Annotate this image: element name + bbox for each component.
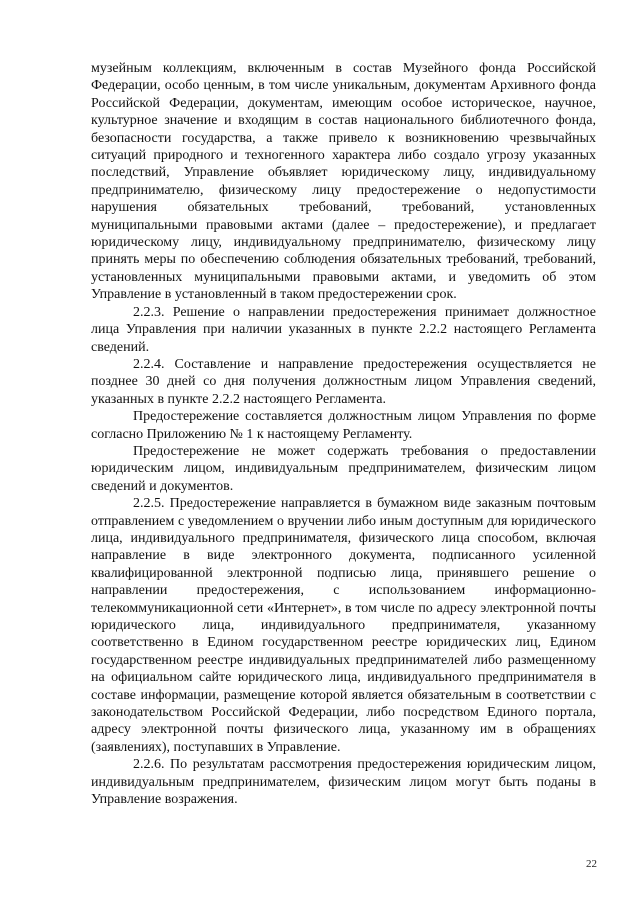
document-body — [91, 60, 596, 808]
paragraph-2-2-6: 2.2.6. По результатам рассмотрения предостережения юридическим лицом, индивидуальным предпринимателем, физическим лицом могут быть поданы в Управление возражения. — [91, 757, 596, 808]
paragraph-2-2-3: 2.2.3. Решение о направлении предостережения принимает должностное лица Управления при наличии указанных в пункте 2.2.2 настоящего Регламента сведений. — [91, 304, 596, 355]
page-number: 22 — [586, 858, 597, 870]
paragraph-content-restriction: Предостережение не может содержать требования о предоставлении юридическим лицом, индивидуальным предпринимателем, физическим лицом сведений и документов. — [91, 443, 596, 494]
paragraph-continuation: музейным коллекциям, включенным в состав Музейного фонда Российской Федерации, особо ценным, в том числе уникальным, документам Архивного фонда Российской Федерации, документам, имеющим особое историческое, научное, культурное значение и входящим в состав национального библиотечного фонда, безопасности государства, а также привело к возникновению чрезвычайных ситуаций природного и техногенного характера либо создало угрозу указанных последствий, Управление объявляет юридическому лицу, индивидуальному предпринимателю, физическому лицу предостережение о недопустимости нарушения обязательных требований, требований, установленных муниципальными правовыми актами (далее – предостережение), и предлагает юридическому лицу, индивидуальному предпринимателю, физическому лицу принять меры по обеспечению соблюдения обязательных требований, требований, установленных муниципальными правовыми актами, и уведомить об этом Управление в установленный в таком предостережении срок. — [91, 61, 596, 303]
paragraph-2-2-4: 2.2.4. Составление и направление предостережения осуществляется не позднее 30 дней со дня получения должностным лицом Управления сведений, указанных в пункте 2.2.2 настоящего Регламента. — [91, 356, 596, 407]
paragraph-form-note: Предостережение составляется должностным лицом Управления по форме согласно Приложению № 1 к настоящему Регламенту. — [91, 409, 596, 442]
paragraph-2-2-5: 2.2.5. Предостережение направляется в бумажном виде заказным почтовым отправлением с уведомлением о вручении либо иным доступным для юридического лица, индивидуального предпринимателя, физического лица способом, включая направление в виде электронного документа, подписанного усиленной квалифицированной электронной подписью лица, принявшего решение о направлении предостережения, с использованием информационно-телекоммуникационной сети «Интернет», в том числе по адресу электронной почты юридического лица, индивидуального предпринимателя, указанному соответственно в Едином государственном реестре юридических лиц, Едином государственном реестре индивидуальных предпринимателей либо размещенному на официальном сайте юридического лица, индивидуального предпринимателя в составе информации, размещение которой является обязательным в соответствии с законодательством Российской Федерации, либо посредством Единого портала, адресу электронной почты физического лица, указанному им в обращениях (заявлениях), поступавших в Управление. — [91, 496, 596, 755]
